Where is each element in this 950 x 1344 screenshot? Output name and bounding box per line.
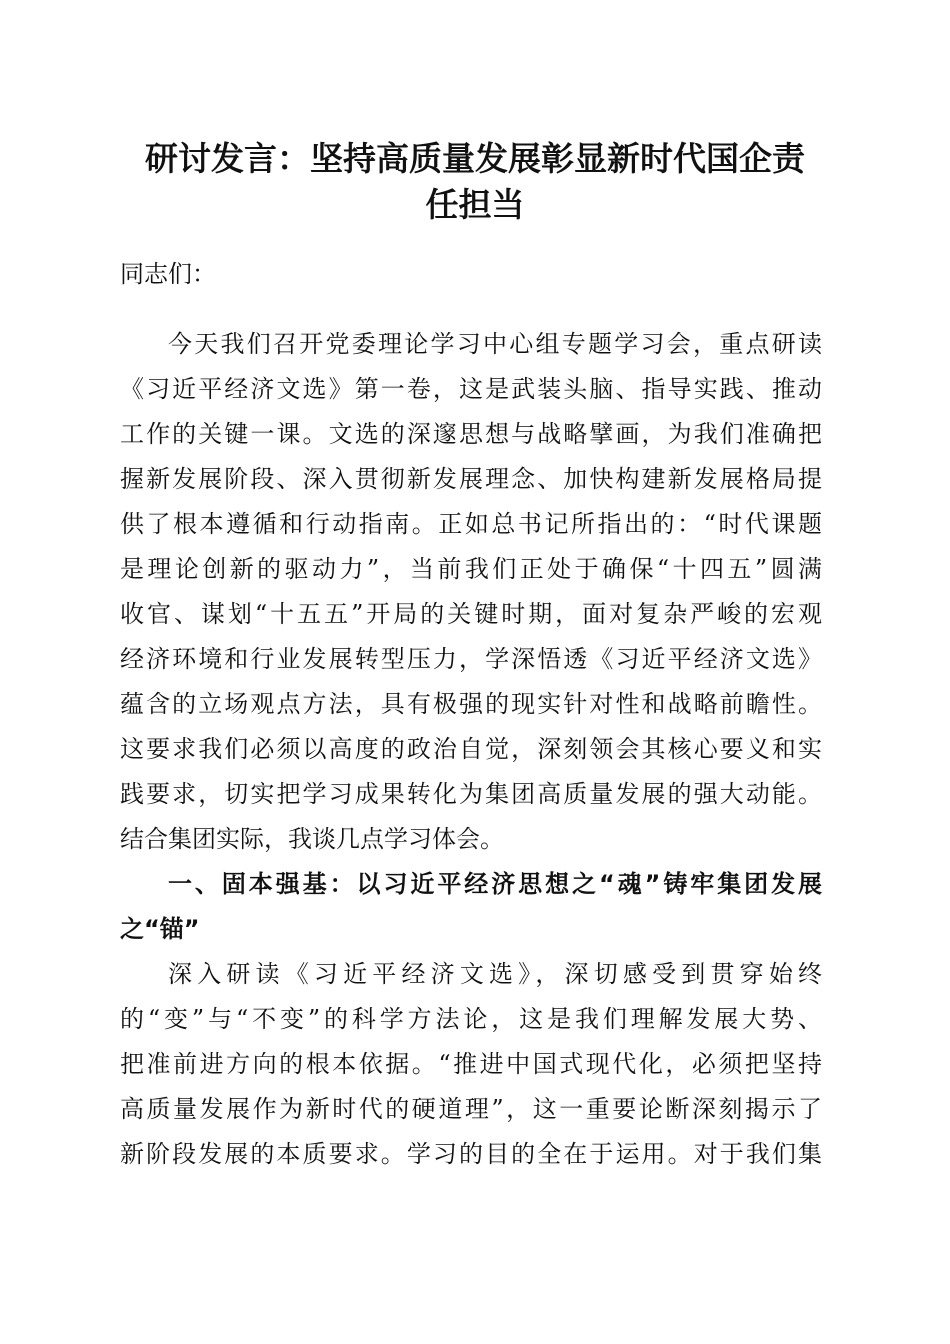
text-line: 一、固本强基：以习近平经济思想之“魂”铸牢集团发展 <box>168 870 822 898</box>
text-line: 工作的关键一课。文选的深邃思想与战略擘画，为我们准确把 <box>120 420 822 448</box>
text-line: 新阶段发展的本质要求。学习的目的全在于运用。对于我们集 <box>120 1140 822 1168</box>
text-line: 握新发展阶段、深入贯彻新发展理念、加快构建新发展格局提 <box>120 465 822 493</box>
text-line: 的“变”与“不变”的科学方法论，这是我们理解发展大势、 <box>120 1005 822 1033</box>
text-line: 今天我们召开党委理论学习中心组专题学习会，重点研读 <box>168 330 822 358</box>
text-line: 之“锚” <box>120 915 200 943</box>
salutation: 同志们： <box>120 260 216 288</box>
document-title <box>110 136 840 228</box>
text-line: 收官、谋划“十五五”开局的关键时期，面对复杂严峻的宏观 <box>120 600 822 628</box>
section-heading <box>120 862 822 952</box>
title-line: 任担当 <box>425 185 525 224</box>
document-body <box>120 252 822 1177</box>
text-line: 高质量发展作为新时代的硬道理”，这一重要论断深刻揭示了 <box>120 1095 822 1123</box>
text-line: 是理论创新的驱动力”，当前我们正处于确保“十四五”圆满 <box>120 555 822 583</box>
text-line: 经济环境和行业发展转型压力，学深悟透《习近平经济文选》 <box>120 645 822 673</box>
text-line: 践要求，切实把学习成果转化为集团高质量发展的强大动能。 <box>120 780 822 808</box>
paragraph <box>120 952 822 1177</box>
text-line: 蕴含的立场观点方法，具有极强的现实针对性和战略前瞻性。 <box>120 690 822 718</box>
text-line: 结合集团实际，我谈几点学习体会。 <box>120 825 504 853</box>
text-line: 《习近平经济文选》第一卷，这是武装头脑、指导实践、推动 <box>120 375 822 403</box>
paragraph <box>120 322 822 862</box>
text-line: 深入研读《习近平经济文选》，深切感受到贯穿始终 <box>168 960 822 988</box>
text-line: 把准前进方向的根本依据。“推进中国式现代化，必须把坚持 <box>120 1050 822 1078</box>
title-line: 研讨发言：坚持高质量发展彰显新时代国企责 <box>145 139 805 178</box>
text-line: 供了根本遵循和行动指南。正如总书记所指出的：“时代课题 <box>120 510 822 538</box>
text-line: 这要求我们必须以高度的政治自觉，深刻领会其核心要义和实 <box>120 735 822 763</box>
